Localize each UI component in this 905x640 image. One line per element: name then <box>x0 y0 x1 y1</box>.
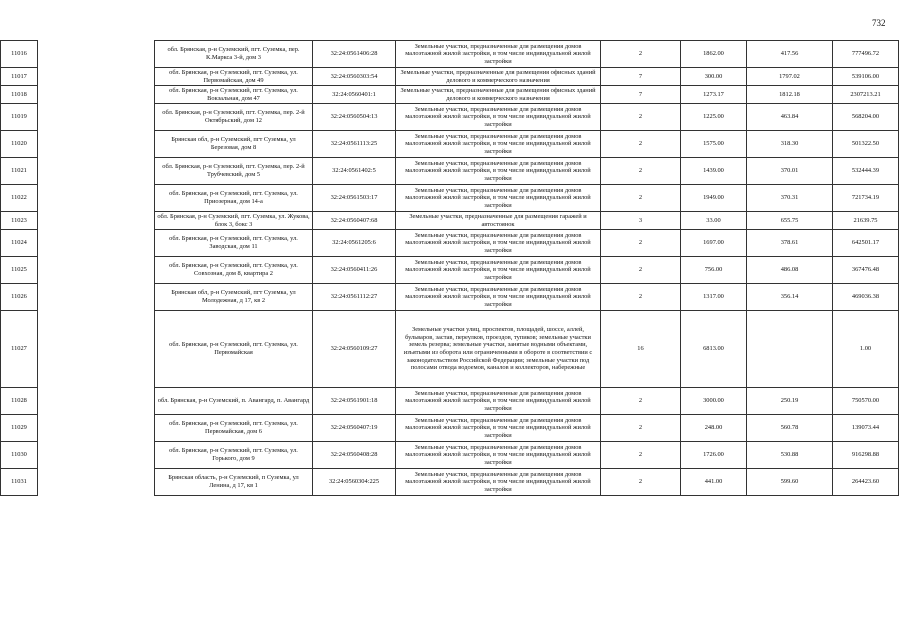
land-use-cell: Земельные участки, предназначенные для размещения домов малоэтажной жилой застройки, в том числе индивидуальной жилой застройки <box>396 442 601 469</box>
area-cell: 33.00 <box>681 212 747 230</box>
area-cell: 1575.00 <box>681 131 747 158</box>
group-cell: 2 <box>601 104 681 131</box>
group-cell: 3 <box>601 212 681 230</box>
row-number-cell: 11020 <box>1 131 38 158</box>
cadastral-number-cell: 32:24:0560411:26 <box>313 257 396 284</box>
address-cell: Брянская область, р-н Суземский, п Суземка, ул Ленина, д 17, кв 1 <box>155 469 313 496</box>
specific-value-cell: 1797.02 <box>747 68 833 86</box>
area-cell: 1439.00 <box>681 158 747 185</box>
spacer-cell <box>38 230 155 257</box>
address-cell: Брянская обл, р-н Суземский, пгт Суземка, ул Молодежная, д 17, кв 2 <box>155 284 313 311</box>
address-cell: обл. Брянская, р-н Суземский, пгт. Суземка, ул. Жукова, блок 3, бокс 3 <box>155 212 313 230</box>
spacer-cell <box>38 284 155 311</box>
cadastral-number-cell: 32:24:0561113:25 <box>313 131 396 158</box>
land-use-cell: Земельные участки, предназначенные для размещения домов малоэтажной жилой застройки, в том числе индивидуальной жилой застройки <box>396 41 601 68</box>
specific-value-cell: 417.56 <box>747 41 833 68</box>
land-use-cell: Земельные участки, предназначенные для размещения домов малоэтажной жилой застройки, в том числе индивидуальной жилой застройки <box>396 388 601 415</box>
page-number: 732 <box>872 18 886 28</box>
spacer-cell <box>38 68 155 86</box>
area-cell: 1862.00 <box>681 41 747 68</box>
cadastral-value-cell: 367476.48 <box>833 257 899 284</box>
specific-value-cell: 370.31 <box>747 185 833 212</box>
land-use-cell: Земельные участки, предназначенные для размещения домов малоэтажной жилой застройки, в том числе индивидуальной жилой застройки <box>396 415 601 442</box>
table-row <box>1 86 899 104</box>
table-row <box>1 104 899 131</box>
table-row <box>1 311 899 388</box>
specific-value-cell: 318.30 <box>747 131 833 158</box>
address-cell: Брянская обл, р-н Суземский, пгт Суземка, ул Березовая, дом 8 <box>155 131 313 158</box>
cadastral-value-cell: 2307213.21 <box>833 86 899 104</box>
group-cell: 2 <box>601 158 681 185</box>
land-use-cell: Земельные участки, предназначенные для размещения домов малоэтажной жилой застройки, в том числе индивидуальной жилой застройки <box>396 257 601 284</box>
area-cell: 1697.00 <box>681 230 747 257</box>
table-row <box>1 442 899 469</box>
cadastral-value-cell: 1.00 <box>833 311 899 388</box>
row-number-cell: 11018 <box>1 86 38 104</box>
specific-value-cell: 530.88 <box>747 442 833 469</box>
cadastral-value-cell: 139073.44 <box>833 415 899 442</box>
cadastral-value-cell: 264423.60 <box>833 469 899 496</box>
row-number-cell: 11026 <box>1 284 38 311</box>
cadastral-value-cell: 916298.88 <box>833 442 899 469</box>
land-use-cell: Земельные участки улиц, проспектов, площадей, шоссе, аллей, бульваров, застав, переулков, проездов, тупиков; земельные участки земель резерва; земельные участки, занятые водными объектами, изъятыми из оборота или ограниченными в обороте в соответствии с законодательством Российской Федерации; земельные участки под полосами отвода водоемов, каналов и коллекторов, набережные <box>396 311 601 388</box>
specific-value-cell: 378.61 <box>747 230 833 257</box>
row-number-cell: 11023 <box>1 212 38 230</box>
area-cell: 1273.17 <box>681 86 747 104</box>
cadastral-value-cell: 539106.00 <box>833 68 899 86</box>
group-cell: 16 <box>601 311 681 388</box>
spacer-cell <box>38 41 155 68</box>
group-cell: 2 <box>601 230 681 257</box>
cadastral-number-cell: 32:24:0560303:54 <box>313 68 396 86</box>
group-cell: 2 <box>601 469 681 496</box>
table-body <box>1 41 899 496</box>
specific-value-cell: 1812.18 <box>747 86 833 104</box>
address-cell: обл. Брянская, р-н Суземский, пгт. Суземка, пер. К.Маркса 3-й, дом 3 <box>155 41 313 68</box>
row-number-cell: 11027 <box>1 311 38 388</box>
group-cell: 2 <box>601 185 681 212</box>
land-use-cell: Земельные участки, предназначенные для размещения домов малоэтажной жилой застройки, в том числе индивидуальной жилой застройки <box>396 131 601 158</box>
land-use-cell: Земельные участки, предназначенные для размещения домов малоэтажной жилой застройки, в том числе индивидуальной жилой застройки <box>396 104 601 131</box>
cadastral-number-cell: 32:24:0561503:17 <box>313 185 396 212</box>
table-row <box>1 212 899 230</box>
cadastral-value-cell: 777496.72 <box>833 41 899 68</box>
land-use-cell: Земельные участки, предназначенные для размещения офисных зданий делового и коммерческого назначения <box>396 68 601 86</box>
address-cell: обл. Брянская, р-н Суземский, пгт. Суземка, пер. 2-й Октябрьский, дом 12 <box>155 104 313 131</box>
specific-value-cell: 486.08 <box>747 257 833 284</box>
land-use-cell: Земельные участки, предназначенные для размещения домов малоэтажной жилой застройки, в том числе индивидуальной жилой застройки <box>396 158 601 185</box>
area-cell: 3000.00 <box>681 388 747 415</box>
cadastral-value-cell: 21639.75 <box>833 212 899 230</box>
table-row <box>1 230 899 257</box>
specific-value-cell: 463.84 <box>747 104 833 131</box>
row-number-cell: 11022 <box>1 185 38 212</box>
area-cell: 1225.00 <box>681 104 747 131</box>
group-cell: 2 <box>601 442 681 469</box>
area-cell: 248.00 <box>681 415 747 442</box>
specific-value-cell: 370.01 <box>747 158 833 185</box>
table-row <box>1 388 899 415</box>
specific-value-cell: 356.14 <box>747 284 833 311</box>
cadastral-number-cell: 32:24:0560407:68 <box>313 212 396 230</box>
spacer-cell <box>38 257 155 284</box>
area-cell: 441.00 <box>681 469 747 496</box>
row-number-cell: 11028 <box>1 388 38 415</box>
address-cell: обл. Брянская, р-н Суземский, пгт. Суземка, ул. Заводская, дом 11 <box>155 230 313 257</box>
cadastral-number-cell: 32:24:0560304:225 <box>313 469 396 496</box>
cadastral-value-cell: 568204.00 <box>833 104 899 131</box>
cadastral-number-cell: 32:24:0561402:5 <box>313 158 396 185</box>
land-use-cell: Земельные участки, предназначенные для размещения офисных зданий делового и коммерческого назначения <box>396 86 601 104</box>
table-row <box>1 469 899 496</box>
area-cell: 300.00 <box>681 68 747 86</box>
row-number-cell: 11021 <box>1 158 38 185</box>
spacer-cell <box>38 388 155 415</box>
table-row <box>1 131 899 158</box>
land-use-cell: Земельные участки, предназначенные для размещения домов малоэтажной жилой застройки, в том числе индивидуальной жилой застройки <box>396 230 601 257</box>
cadastral-number-cell: 32:24:0560408:28 <box>313 442 396 469</box>
spacer-cell <box>38 212 155 230</box>
row-number-cell: 11024 <box>1 230 38 257</box>
cadastral-number-cell: 32:24:0561406:28 <box>313 41 396 68</box>
cadastral-number-cell: 32:24:0561112:27 <box>313 284 396 311</box>
cadastral-value-cell: 721734.19 <box>833 185 899 212</box>
cadastral-number-cell: 32:24:0560407:19 <box>313 415 396 442</box>
group-cell: 7 <box>601 68 681 86</box>
table-row <box>1 185 899 212</box>
table-row <box>1 68 899 86</box>
cadastral-value-cell: 469036.38 <box>833 284 899 311</box>
group-cell: 2 <box>601 131 681 158</box>
group-cell: 7 <box>601 86 681 104</box>
area-cell: 1317.00 <box>681 284 747 311</box>
row-number-cell: 11029 <box>1 415 38 442</box>
row-number-cell: 11019 <box>1 104 38 131</box>
spacer-cell <box>38 131 155 158</box>
row-number-cell: 11025 <box>1 257 38 284</box>
row-number-cell: 11031 <box>1 469 38 496</box>
address-cell: обл. Брянская, р-н Суземский, пгт. Суземка, ул. Первомайская, дом 6 <box>155 415 313 442</box>
group-cell: 2 <box>601 41 681 68</box>
cadastral-number-cell: 32:24:0560109:27 <box>313 311 396 388</box>
table-row <box>1 284 899 311</box>
address-cell: обл. Брянская, р-н Суземский, пгт. Суземка, ул. Первомайская <box>155 311 313 388</box>
area-cell: 756.00 <box>681 257 747 284</box>
spacer-cell <box>38 158 155 185</box>
address-cell: обл. Брянская, р-н Суземский, пгт. Суземка, ул. Первомайская, дом 49 <box>155 68 313 86</box>
area-cell: 1726.00 <box>681 442 747 469</box>
group-cell: 2 <box>601 415 681 442</box>
address-cell: обл. Брянская, р-н Суземский, п. Авангард, п. Авангард <box>155 388 313 415</box>
cadastral-number-cell: 32:24:0560401:1 <box>313 86 396 104</box>
row-number-cell: 11016 <box>1 41 38 68</box>
specific-value-cell: 560.78 <box>747 415 833 442</box>
table-row <box>1 257 899 284</box>
cadastral-value-cell: 642501.17 <box>833 230 899 257</box>
specific-value-cell: 655.75 <box>747 212 833 230</box>
row-number-cell: 11017 <box>1 68 38 86</box>
specific-value-cell: 250.19 <box>747 388 833 415</box>
spacer-cell <box>38 185 155 212</box>
group-cell: 2 <box>601 257 681 284</box>
address-cell: обл. Брянская, р-н Суземский, пгт. Суземка, ул. Горького, дом 9 <box>155 442 313 469</box>
address-cell: обл. Брянская, р-н Суземский, пгт. Суземка, ул. Приозерная, дом 14-а <box>155 185 313 212</box>
land-use-cell: Земельные участки, предназначенные для размещения домов малоэтажной жилой застройки, в том числе индивидуальной жилой застройки <box>396 185 601 212</box>
spacer-cell <box>38 104 155 131</box>
land-use-cell: Земельные участки, предназначенные для размещения домов малоэтажной жилой застройки, в том числе индивидуальной жилой застройки <box>396 469 601 496</box>
row-number-cell: 11030 <box>1 442 38 469</box>
area-cell: 6813.00 <box>681 311 747 388</box>
specific-value-cell <box>747 311 833 388</box>
cadastral-value-cell: 501322.50 <box>833 131 899 158</box>
spacer-cell <box>38 442 155 469</box>
table-row <box>1 415 899 442</box>
spacer-cell <box>38 469 155 496</box>
group-cell: 2 <box>601 388 681 415</box>
cadastral-number-cell: 32:24:0561901:18 <box>313 388 396 415</box>
table-row <box>1 158 899 185</box>
address-cell: обл. Брянская, р-н Суземский, пгт. Суземка, ул. Совхозная, дом 8, квартира 2 <box>155 257 313 284</box>
cadastral-value-cell: 750570.00 <box>833 388 899 415</box>
spacer-cell <box>38 415 155 442</box>
land-use-cell: Земельные участки, предназначенные для размещения гаражей и автостоянок <box>396 212 601 230</box>
area-cell: 1949.00 <box>681 185 747 212</box>
land-use-cell: Земельные участки, предназначенные для размещения домов малоэтажной жилой застройки, в том числе индивидуальной жилой застройки <box>396 284 601 311</box>
spacer-cell <box>38 311 155 388</box>
address-cell: обл. Брянская, р-н Суземский, пгт. Суземка, пер. 2-й Трубчевский, дом 5 <box>155 158 313 185</box>
cadastral-value-cell: 532444.39 <box>833 158 899 185</box>
cadastral-value-table-wrapper <box>0 40 899 496</box>
spacer-cell <box>38 86 155 104</box>
cadastral-number-cell: 32:24:0560504:13 <box>313 104 396 131</box>
group-cell: 2 <box>601 284 681 311</box>
table-row <box>1 41 899 68</box>
cadastral-value-table <box>0 40 899 496</box>
address-cell: обл. Брянская, р-н Суземский, пгт. Суземка, ул. Вокзальная, дом 47 <box>155 86 313 104</box>
cadastral-number-cell: 32:24:0561205:6 <box>313 230 396 257</box>
specific-value-cell: 599.60 <box>747 469 833 496</box>
